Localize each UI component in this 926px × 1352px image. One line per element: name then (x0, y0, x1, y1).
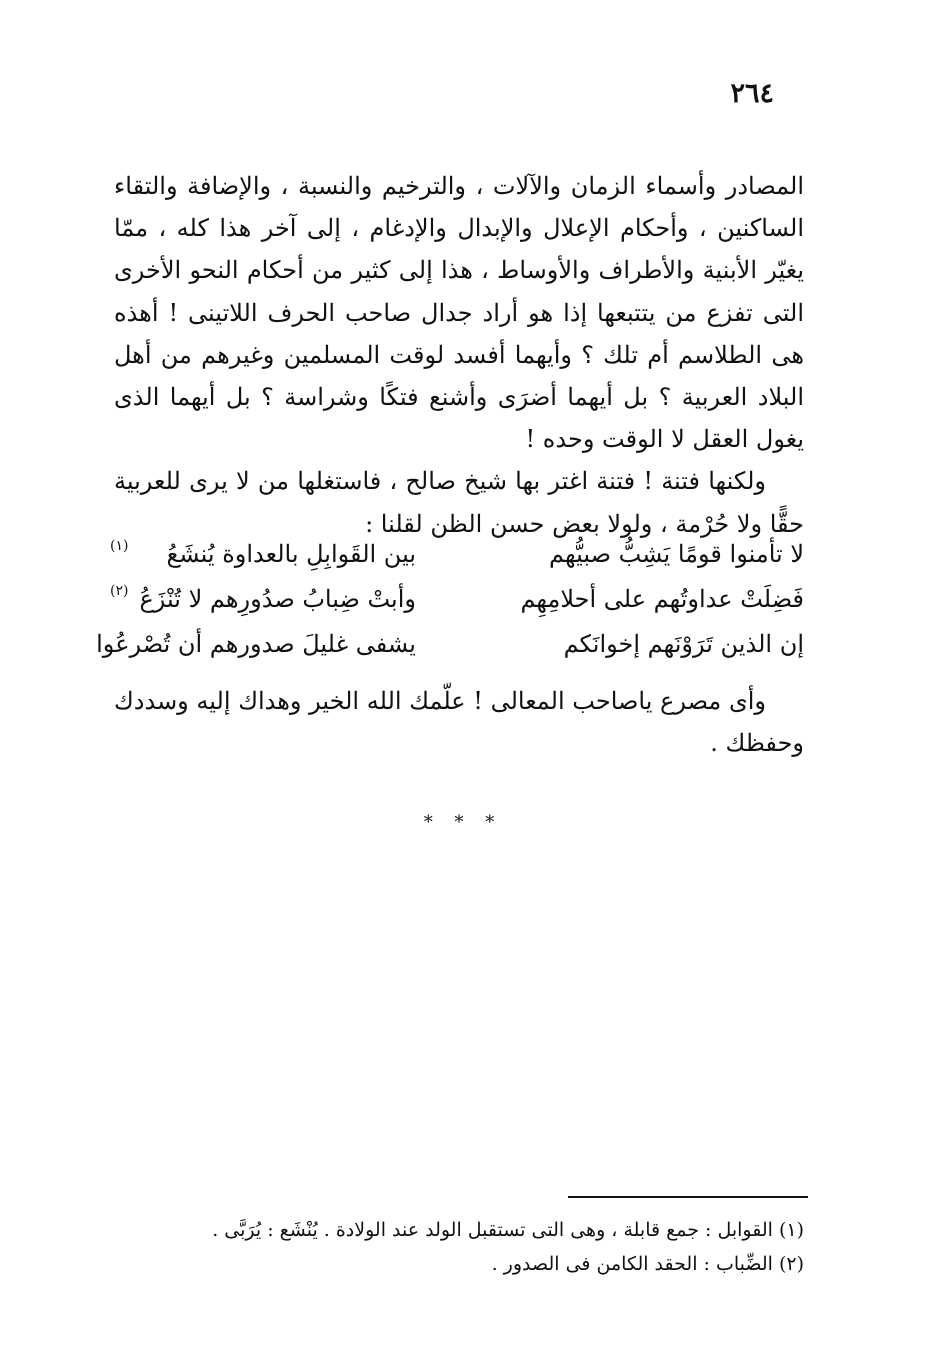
poem-second-hemistich: يشفى غليلَ صدورهم أن تُصْرعُوا (96, 630, 416, 658)
body-text (114, 165, 804, 545)
footnotes (114, 1213, 804, 1281)
poem (96, 532, 804, 667)
footnote-reference: (١) (110, 538, 129, 554)
poem-first-hemistich: فَضِلَتْ عداوتُهم على أحلامِهِم (520, 585, 804, 613)
footnote: (٢) الضِّباب : الحقد الكامن فى الصدور . (491, 1253, 804, 1275)
poem-first-hemistich: إن الذين تَرَوْنَهم إخوانَكم (563, 630, 804, 658)
footnote-divider (568, 1196, 808, 1198)
footnote-reference: (٢) (110, 583, 129, 599)
body-paragraph: المصادر وأسماء الزمان والآلات ، والترخيم والنسبة ، والإضافة والتقاء الساكنين ، وأحكام الإعلال والإبدال والإدغام ، إلى آخر هذا كله ، ممّا يغيّر الأبنية والأطراف والأوساط ، هذا إلى كثير من أحكام النحو الأخرى التى تفزع من يتتبعها إذا هو أراد جدال صاحب الحرف اللاتينى ! أهذه هى الطلاسم أم تلك ؟ وأيهما أفسد لوقت المسلمين وغيرهم من أهل البلاد العربية ؟ بل أيهما أضرَى وأشنع فتكًا وشراسة ؟ بل أيهما الذى يغول العقل لا الوقت وحده ! (114, 172, 804, 454)
poem-verse (110, 577, 804, 622)
poem-verse (96, 622, 804, 667)
page-number: ٢٦٤ (730, 78, 774, 109)
poem-verse (110, 532, 804, 577)
closing-paragraph: وأى مصرع ياصاحب المعالى ! علّمك الله الخير وهداك إليه وسددك وحفظك . (114, 687, 804, 757)
poem-first-hemistich: لا تأمنوا قومًا يَشِبُّ صبيُّهم (549, 540, 804, 568)
section-separator: * * * (423, 812, 503, 833)
body-paragraph: ولكنها فتنة ! فتنة اغتر بها شيخ صالح ، فاستغلها من لا يرى للعربية حقًّا ولا حُرْمة ، ولولا بعض حسن الظن لقلنا : (114, 467, 804, 538)
footnote: (١) القوابل : جمع قابلة ، وهى التى تستقبل الولد عند الولادة . يُنْشَع : يُرَبَّى . (212, 1219, 804, 1241)
poem-second-hemistich: بين القَوابِلِ بالعداوة يُنشَعُ (166, 540, 416, 568)
poem-second-hemistich: وأبتْ ضِبابُ صدُورِهم لا تُنْزَعُ (139, 585, 416, 613)
